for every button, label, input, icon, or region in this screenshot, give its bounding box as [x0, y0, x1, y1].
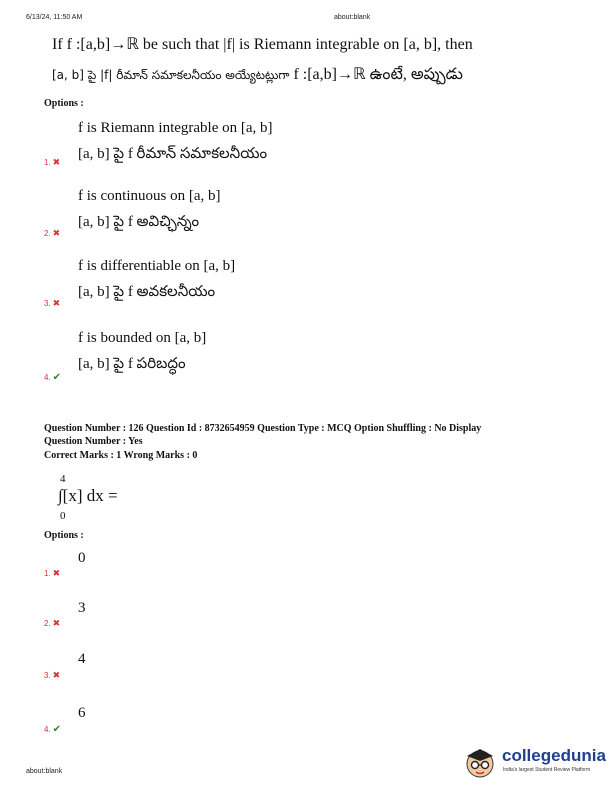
checkmark-icon: ✔	[52, 372, 62, 383]
question-meta-1: Question Number : 126 Question Id : 8732654959 Question Type : MCQ Option Shuffling : No Display	[44, 423, 482, 434]
option-1-marker: 1. ✖	[44, 157, 61, 167]
print-datetime: 6/13/24, 11:50 AM	[26, 14, 83, 21]
cross-icon: ✖	[52, 618, 61, 628]
option-4-en: f is bounded on [a, b]	[78, 330, 207, 346]
answer-option-1-marker: 1. ✖	[44, 568, 61, 578]
answer-option-3-value: 4	[78, 651, 86, 667]
answer-option-2-value: 3	[78, 600, 86, 616]
cross-icon: ✖	[52, 670, 61, 680]
option-3-en: f is differentiable on [a, b]	[78, 258, 236, 274]
logo-wordmark: collegedunia	[502, 746, 606, 765]
cross-icon: ✖	[52, 298, 61, 308]
cross-icon: ✖	[52, 228, 61, 238]
question-meta-2: Question Number : Yes	[44, 436, 143, 447]
print-footer-url: about:blank	[26, 768, 63, 775]
option-4-te: [a, b] పై f పరిబద్ధం	[78, 356, 186, 372]
option-1-te: [a, b] పై f రీమాన్ సమాకలనీయం	[78, 146, 268, 162]
logo-tagline: India's largest Student Review Platform	[503, 767, 591, 773]
option-1-en: f is Riemann integrable on [a, b]	[78, 120, 273, 136]
cross-icon: ✖	[52, 157, 61, 167]
answer-option-4-marker: 4. ✔	[44, 724, 62, 735]
option-3-te: [a, b] పై f అవకలనీయం	[78, 284, 216, 300]
cross-icon: ✖	[52, 568, 61, 578]
option-3-marker: 3. ✖	[44, 298, 61, 308]
options-label: Options :	[44, 98, 84, 109]
question-meta-3: Correct Marks : 1 Wrong Marks : 0	[44, 450, 198, 461]
option-2-te: [a, b] పై f అవిచ్ఛిన్నం	[78, 214, 200, 230]
question-stem-te-part2: f :[a,b]→ℝ ఉంటే, అప్పుడు	[293, 66, 463, 83]
answer-option-2-marker: 2. ✖	[44, 618, 61, 628]
print-page-title: about:blank	[334, 14, 371, 21]
answer-option-3-marker: 3. ✖	[44, 670, 61, 680]
integral-upper-limit: 4	[60, 473, 66, 485]
option-2-marker: 2. ✖	[44, 228, 61, 238]
question-stem-te-part1: [a, b] పై |f| రీమాన్ సమాకలనీయం అయ్యేటట్లుగా	[52, 68, 290, 82]
answer-option-1-value: 0	[78, 550, 86, 566]
option-2-en: f is continuous on [a, b]	[78, 188, 221, 204]
question-stem-en: If f :[a,b]→ℝ be such that |f| is Riemann integrable on [a, b], then	[52, 36, 473, 53]
collegedunia-logo	[462, 742, 606, 782]
question-stem-te	[52, 66, 463, 84]
integral-lower-limit: 0	[60, 510, 66, 522]
answer-option-4-value: 6	[78, 705, 86, 721]
options-label-2: Options :	[44, 530, 84, 541]
checkmark-icon: ✔	[52, 724, 62, 735]
option-4-marker: 4. ✔	[44, 372, 62, 383]
integral-body: ∫[x] dx =	[58, 486, 118, 505]
mascot-icon	[462, 744, 498, 780]
